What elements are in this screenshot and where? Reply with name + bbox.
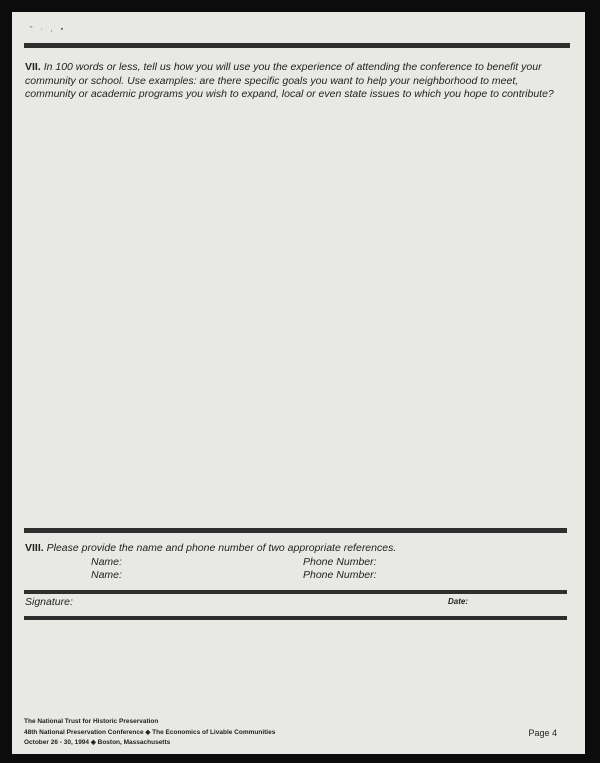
form-page [12,12,585,754]
divider-top [24,43,570,48]
footer-organization: The National Trust for Historic Preservation [24,718,159,725]
footer-dates: October 26 - 30, 1994 ◆ Boston, Massachusetts [24,739,171,746]
signature-label: Signature: [25,596,73,608]
question-viii-number: VIII. [25,542,44,554]
corner-marks: " · , ▪ [30,26,67,33]
footer-conference: 48th National Preservation Conference ◆ The Economics of Livable Communities [24,729,276,736]
date-label: Date: [448,597,469,606]
reference-phone-2-label: Phone Number: [303,569,377,581]
reference-phone-1-label: Phone Number: [303,556,377,568]
question-viii [25,542,565,556]
question-vii-text: In 100 words or less, tell us how you will use you the experience of attending the conference to benefit your community or school. Use examples: are there specific goals you want to help your neighborhood to meet, community or academic programs you wish to expand, local or even state issues to which you hope to contribute? [25,61,554,100]
question-vii [25,61,565,102]
answer-area[interactable] [24,122,570,527]
reference-name-1-label: Name: [91,556,122,568]
reference-name-2-label: Name: [91,569,122,581]
page-number: Page 4 [528,728,557,738]
date-field[interactable] [474,594,564,612]
divider-middle [24,528,567,533]
signature-field[interactable] [82,594,442,612]
divider-signature-bottom [24,616,567,620]
question-viii-text: Please provide the name and phone number of two appropriate references. [46,542,397,554]
question-vii-number: VII. [25,61,41,73]
